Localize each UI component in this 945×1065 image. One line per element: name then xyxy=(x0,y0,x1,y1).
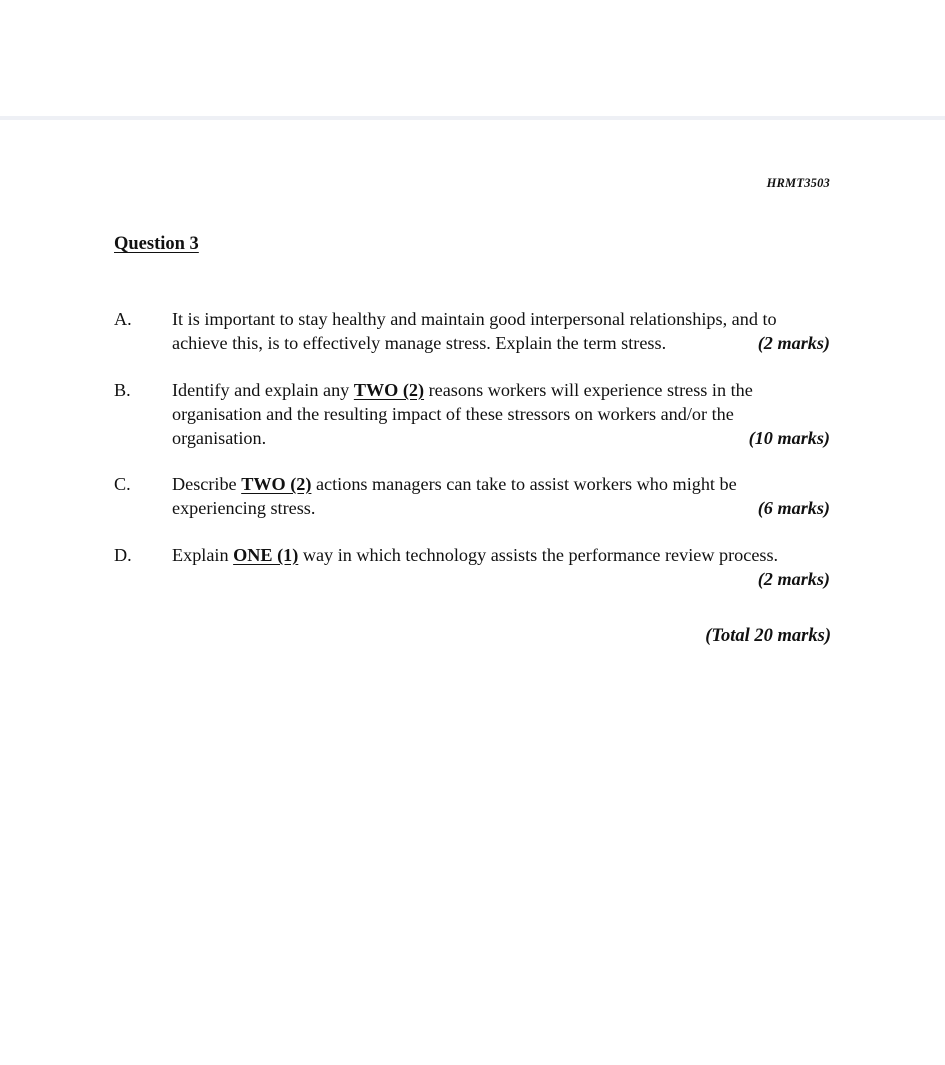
item-text xyxy=(172,472,830,520)
item-text-line-content: achieve this, is to effectively manage stress. Explain the term stress. xyxy=(172,333,667,353)
item-text xyxy=(172,378,830,450)
item-text-segment: reasons workers will experience stress in the xyxy=(424,380,753,400)
question-title: Question 3 xyxy=(114,234,199,254)
item-text-segment: actions managers can take to assist workers who might be xyxy=(311,474,737,494)
item-text-line xyxy=(172,378,830,402)
item-text-line-with-marks xyxy=(172,426,830,450)
item-text-line: organisation and the resulting impact of these stressors on workers and/or the xyxy=(172,404,734,424)
item-text-line: It is important to stay healthy and maintain good interpersonal relationships, and to xyxy=(172,309,777,329)
item-marks: (6 marks) xyxy=(757,498,830,518)
item-text xyxy=(172,307,830,355)
item-text-line xyxy=(172,472,830,496)
item-emphasis: TWO (2) xyxy=(353,380,425,400)
item-text-line xyxy=(172,543,830,567)
item-letter: D. xyxy=(114,545,132,565)
item-text-segment: Identify and explain any xyxy=(172,380,354,400)
item-letter: A. xyxy=(114,309,132,329)
item-text-line-content: organisation. xyxy=(172,428,267,448)
item-marks-line xyxy=(172,567,830,591)
course-code: HRMT3503 xyxy=(766,176,830,190)
page-divider xyxy=(0,116,945,120)
item-text-line-with-marks xyxy=(172,331,830,355)
item-marks: (2 marks) xyxy=(757,333,830,353)
item-letter: C. xyxy=(114,474,131,494)
item-text-segment: way in which technology assists the performance review process. xyxy=(298,545,779,565)
item-text-line-content: experiencing stress. xyxy=(172,498,316,518)
item-letter: B. xyxy=(114,380,131,400)
total-marks: (Total 20 marks) xyxy=(705,626,831,646)
item-text-line-with-marks xyxy=(172,496,830,520)
item-text-segment: Explain xyxy=(172,545,234,565)
item-emphasis: TWO (2) xyxy=(241,474,312,494)
item-text xyxy=(172,543,830,591)
top-blank-area xyxy=(0,0,945,116)
item-text-segment: Describe xyxy=(172,474,242,494)
item-marks: (2 marks) xyxy=(757,569,830,589)
item-marks: (10 marks) xyxy=(748,428,830,448)
item-emphasis: ONE (1) xyxy=(233,545,299,565)
